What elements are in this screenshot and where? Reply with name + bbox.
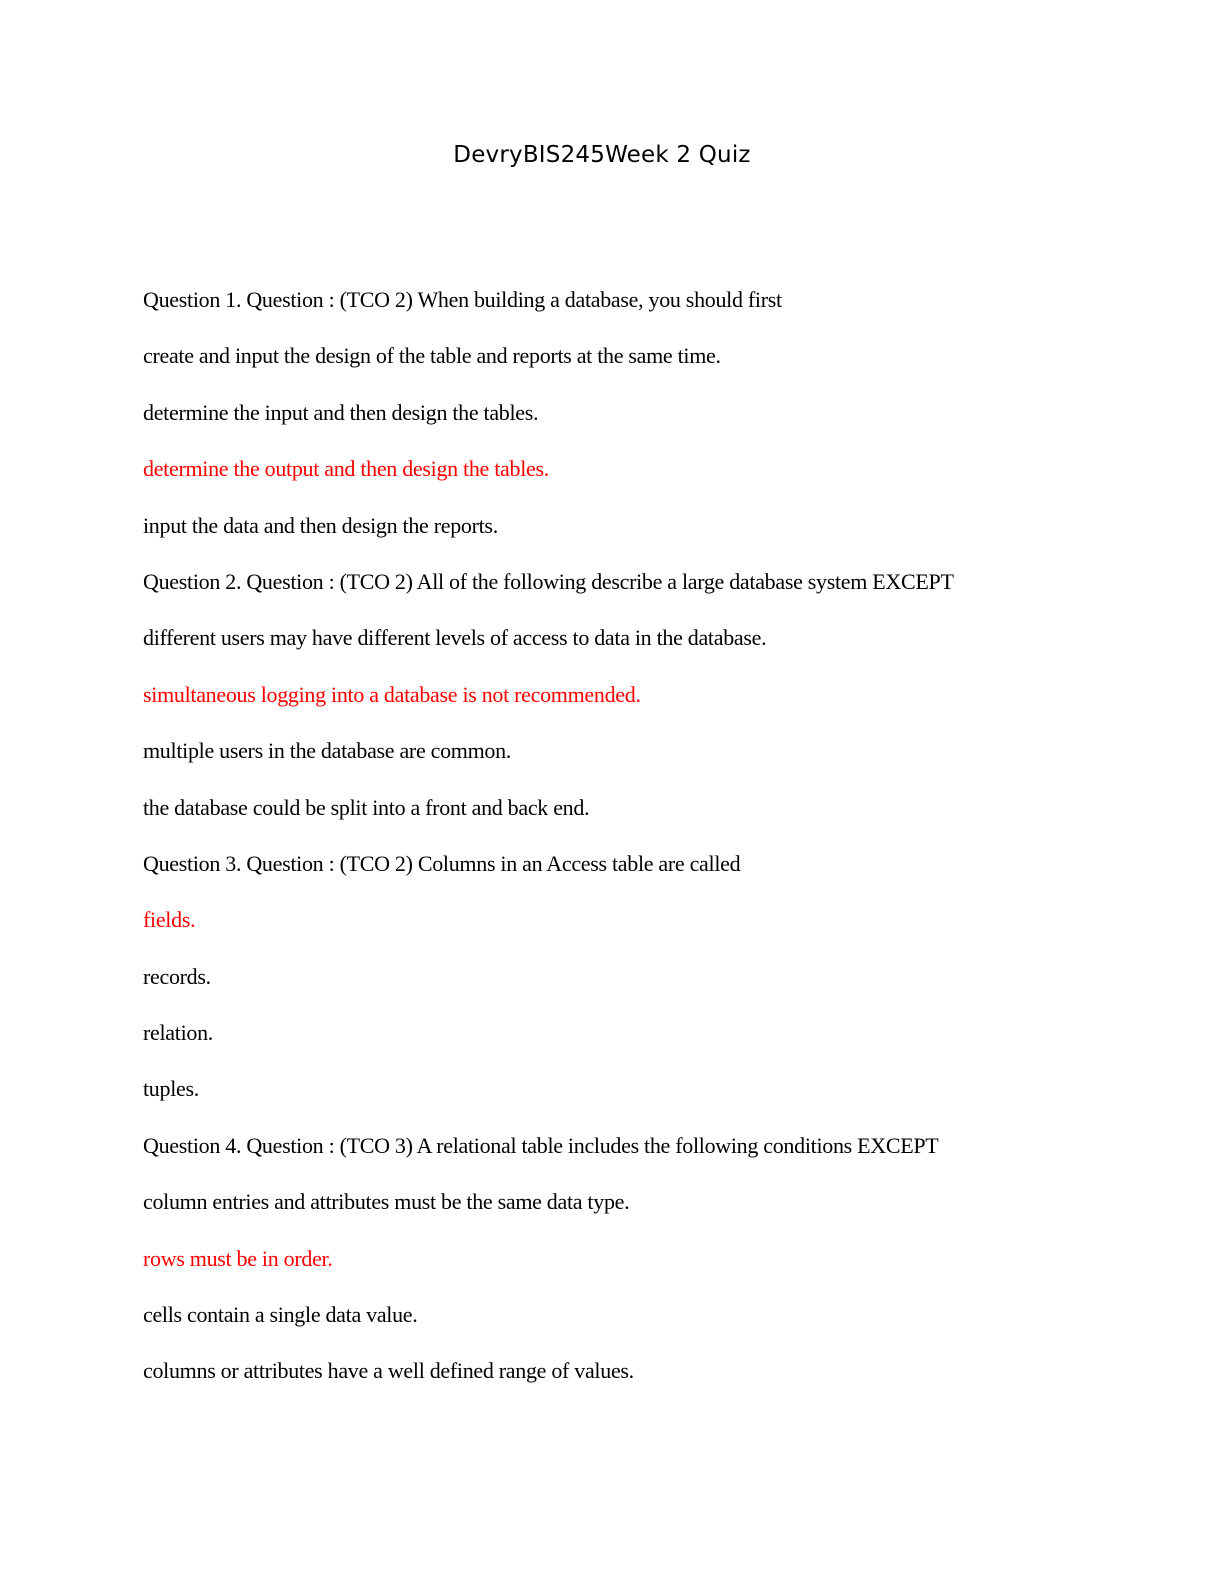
- question-3-option-b: records.: [143, 963, 211, 989]
- question-4-option-b-correct: rows must be in order.: [143, 1245, 333, 1271]
- question-1-prompt: Question 1. Question : (TCO 2) When building a database, you should first: [143, 287, 782, 312]
- document-title: DevryBIS245Week 2 Quiz: [453, 142, 751, 168]
- question-1-option-b: determine the input and then design the tables.: [143, 399, 539, 425]
- question-2-option-a: different users may have different levels of access to data in the database.: [143, 625, 767, 651]
- quiz-content: [143, 272, 1143, 1400]
- question-4-option-d: columns or attributes have a well defined range of values.: [143, 1358, 634, 1384]
- question-2-option-b-correct: simultaneous logging into a database is not recommended.: [143, 681, 641, 707]
- question-4-prompt: Question 4. Question : (TCO 3) A relational table includes the following conditions EXCEPT: [143, 1132, 939, 1158]
- question-4-option-c: cells contain a single data value.: [143, 1302, 418, 1328]
- question-3-option-d: tuples.: [143, 1076, 199, 1102]
- question-2-prompt: Question 2. Question : (TCO 2) All of the following describe a large database system EXCEPT: [143, 568, 954, 594]
- question-4-option-a: column entries and attributes must be the same data type.: [143, 1189, 630, 1215]
- question-2-option-c: multiple users in the database are common.: [143, 738, 512, 764]
- question-1-option-c-correct: determine the output and then design the tables.: [143, 456, 549, 482]
- question-3-prompt: Question 3. Question : (TCO 2) Columns in an Access table are called: [143, 850, 741, 876]
- question-1-option-d: input the data and then design the reports.: [143, 512, 498, 538]
- question-1-option-a: create and input the design of the table and reports at the same time.: [143, 343, 721, 369]
- question-3-option-c: relation.: [143, 1020, 213, 1046]
- question-3-option-a-correct: fields.: [143, 907, 196, 933]
- question-2-option-d: the database could be split into a front and back end.: [143, 794, 590, 820]
